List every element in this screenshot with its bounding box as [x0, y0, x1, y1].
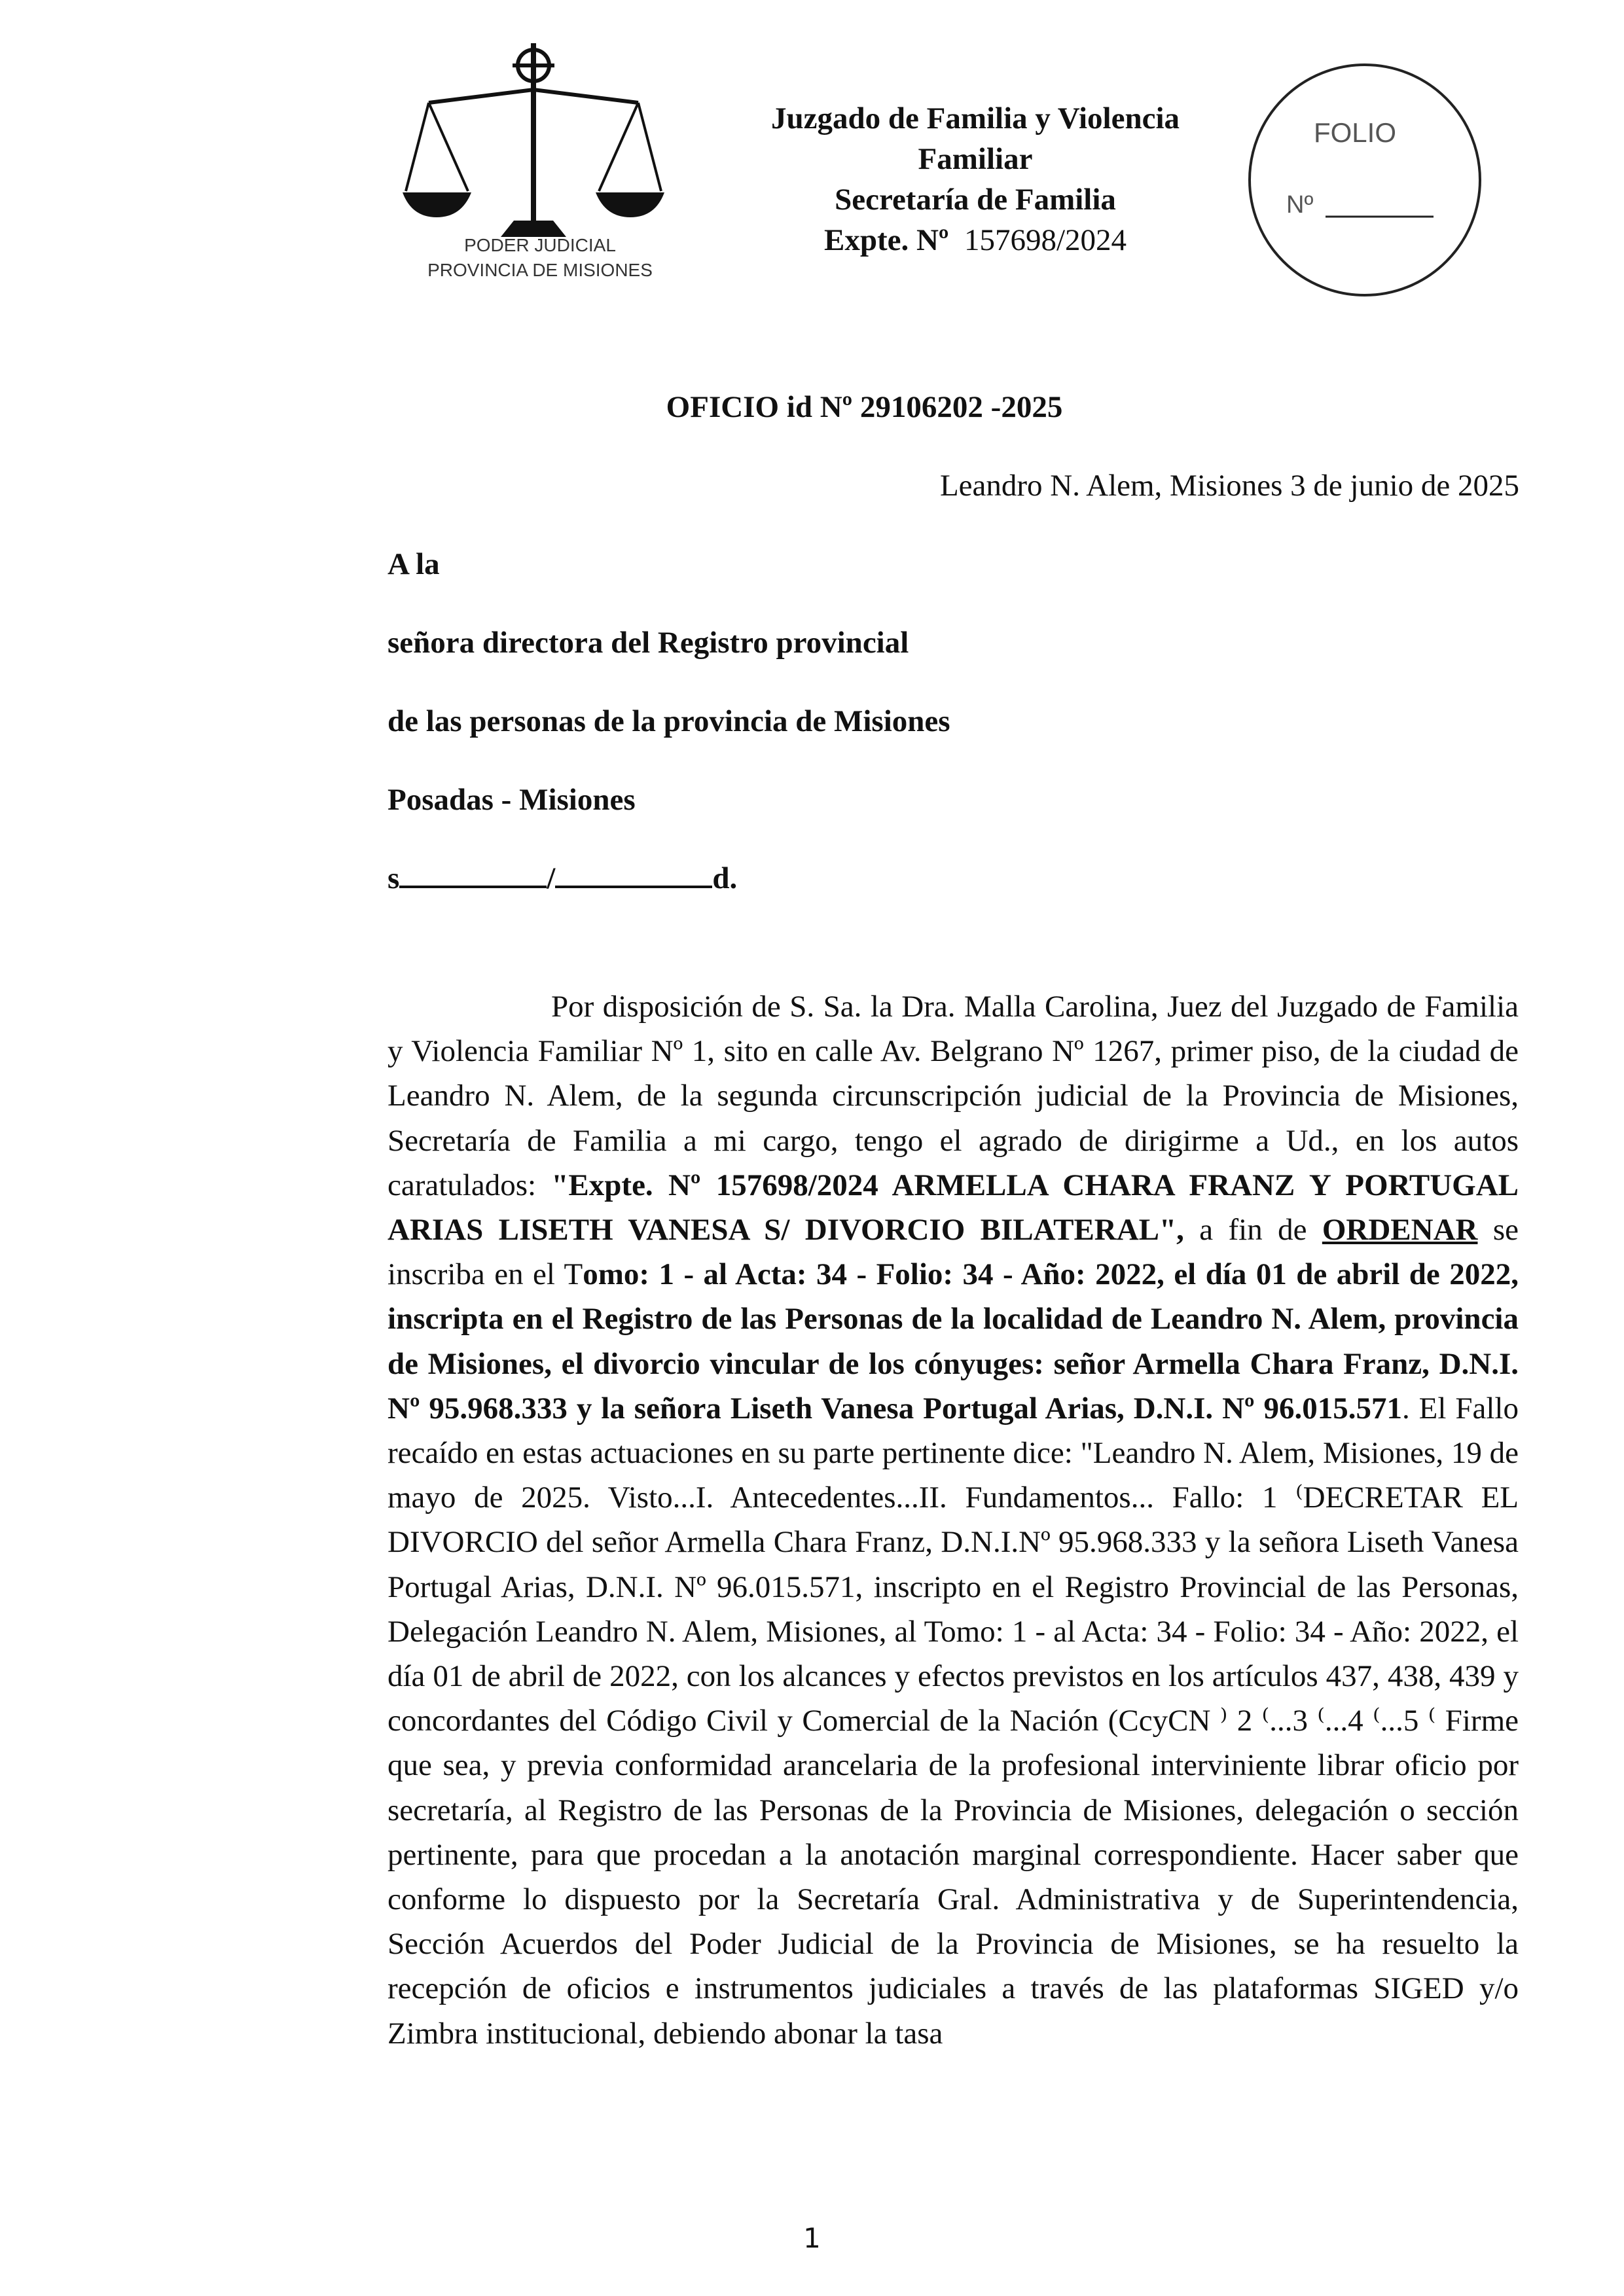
folio-num-label: Nº	[1286, 191, 1314, 219]
scales-of-justice-icon	[403, 41, 677, 289]
folio-stamp	[1240, 56, 1489, 304]
expte-line	[681, 220, 1270, 260]
logo-line1: PODER JUDICIAL	[464, 235, 616, 255]
court-line2: Familiar	[918, 142, 1033, 176]
addressee-line3: de las personas de la provincia de Misiones	[388, 704, 950, 738]
court-line1: Juzgado de Familia y Violencia	[770, 101, 1180, 135]
sd-line: s / d.	[388, 861, 738, 895]
registration-details: omo: 1 - al Acta: 34 - Folio: 34 - Año: 2022, el día 01 de abril de 2022, inscripta en el Registro de las Personas de la localidad de Leandro N. Alem, provincia de Misiones, el divorcio vincular de los cónyuges: señor Armella Chara Franz, D.N.I. Nº 95.968.333 y la señora Liseth Vanesa Portugal Arias, D.N.I. Nº 96.015.571	[388, 1257, 1519, 1426]
addressee-line2: señora directora del Registro provincial	[388, 626, 909, 660]
expte-label: Expte. Nº	[823, 223, 949, 257]
page-number: 1	[803, 2222, 821, 2254]
date-line: Leandro N. Alem, Misiones 3 de junio de 2025	[939, 469, 1519, 503]
addressee-line1: A la	[388, 547, 440, 581]
case-caption: "Expte. Nº 157698/2024 ARMELLA CHARA FRANZ Y PORTUGAL ARIAS LISETH VANESA S/ DIVORCIO BILATERAL",	[388, 1168, 1519, 1247]
oficio-title: OFICIO id Nº 29106202 -2025	[666, 390, 1063, 424]
folio-label: FOLIO	[1313, 117, 1397, 148]
court-header	[681, 98, 1270, 260]
ordenar-keyword: ORDENAR	[1322, 1213, 1478, 1247]
logo-line2: PROVINCIA DE MISIONES	[427, 260, 653, 280]
body-paragraph: Por disposición de S. Sa. la Dra. Malla Carolina, Juez del Juzgado de Familia y Violencia Familiar Nº 1, sito en calle Av. Belgrano Nº 1267, primer piso, de la ciudad de Leandro N. Alem, de la segunda circunscripción judicial de la Provincia de Misiones, Secretaría de Familia a mi cargo, tengo el agrado de dirigirme a Ud., en los autos caratulados: "Expte. Nº 157698/2024 ARMELLA CHARA FRANZ Y PORTUGAL ARIAS LISETH VANESA S/ DIVORCIO BILATERAL", a fin de ORDENAR se inscriba en el Tomo: 1 - al Acta: 34 - Folio: 34 - Año: 2022, el día 01 de abril de 2022, inscripta en el Registro de las Personas de la localidad de Leandro N. Alem, provincia de Misiones, el divorcio vincular de los cónyuges: señor Armella Chara Franz, D.N.I. Nº 95.968.333 y la señora Liseth Vanesa Portugal Arias, D.N.I. Nº 96.015.571. El Fallo recaído en estas actuaciones en su parte pertinente dice: "Leandro N. Alem, Misiones, 19 de mayo de 2025. Visto...I. Antecedentes...II. Fundamentos... Fallo: 1 ⁽DECRETAR EL DIVORCIO del señor Armella Chara Franz, D.N.I.Nº 95.968.333 y la señora Liseth Vanesa Portugal Arias, D.N.I. Nº 96.015.571, inscripto en el Registro Provincial de las Personas, Delegación Leandro N. Alem, Misiones, al Tomo: 1 - al Acta: 34 - Folio: 34 - Año: 2022, el día 01 de abril de 2022, con los alcances y efectos previstos en los artículos 437, 438, 439 y concordantes del Código Civil y Comercial de la Nación (CcyCN ⁾ 2 ⁽...3 ⁽...4 ⁽...5 ⁽ Firme que sea, y previa conformidad arancelaria de la profesional interviniente librar oficio por secretaría, al Registro de las Personas de la Provincia de Misiones, delegación o sección pertinente, para que procedan a la anotación marginal correspondiente. Hacer saber que conforme lo dispuesto por la Secretaría Gral. Administrativa y de Superintendencia, Sección Acuerdos del Poder Judicial de la Provincia de Misiones, se ha resuelto la recepción de oficios e instrumentos judiciales a través de las plataformas SIGED y/o Zimbra institucional, debiendo abonar la tasa	[388, 990, 1519, 2051]
expte-number: 157698/2024	[964, 223, 1127, 257]
addressee-line4: Posadas - Misiones	[388, 783, 636, 817]
poder-judicial-logo	[403, 41, 677, 289]
court-line3: Secretaría de Familia	[835, 183, 1116, 217]
